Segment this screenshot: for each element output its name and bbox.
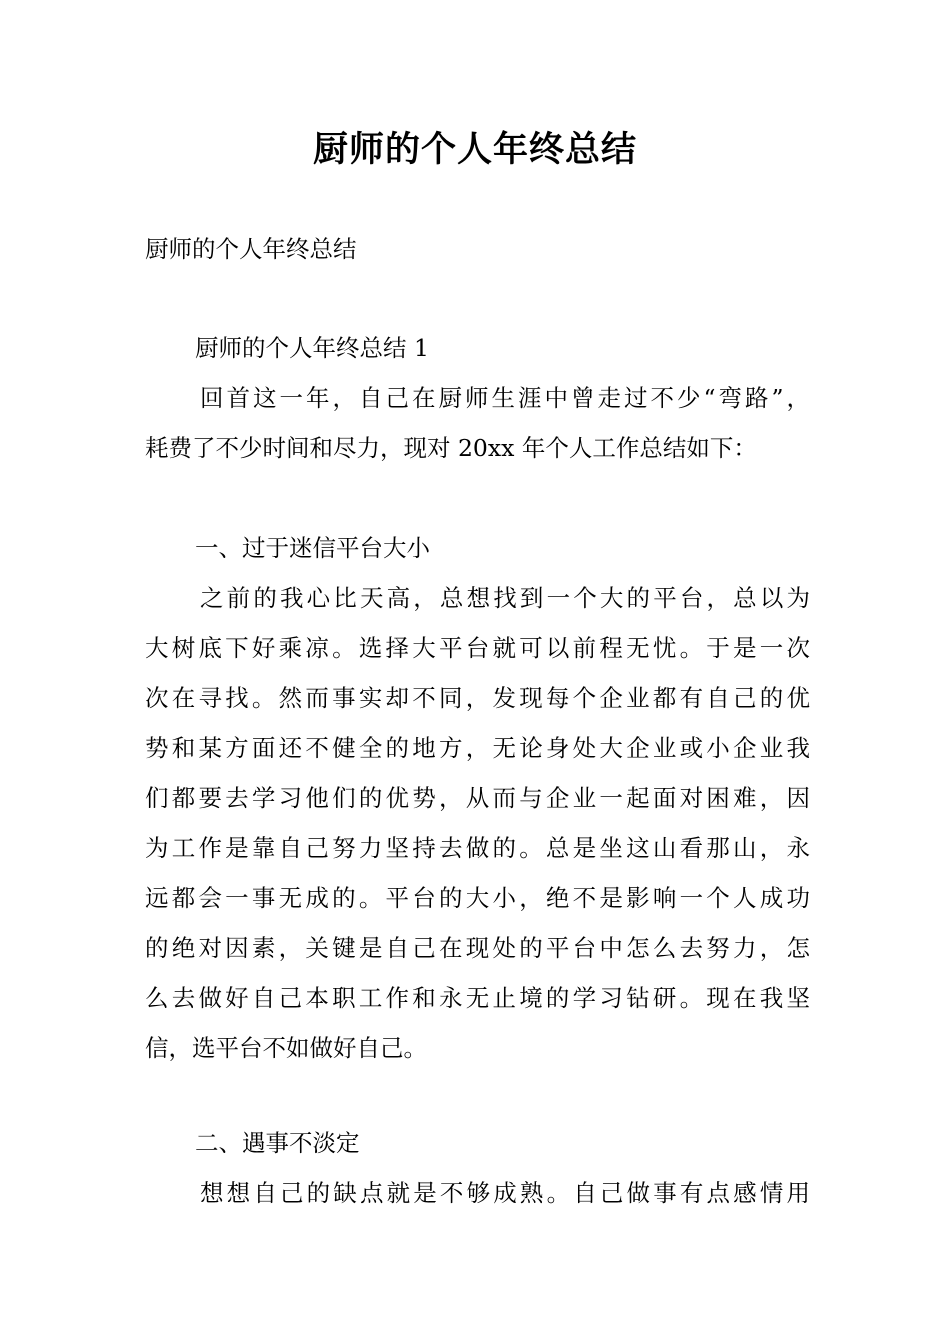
document-subtitle: 厨师的个人年终总结 bbox=[145, 235, 357, 263]
paragraph-line: 想想自己的缺点就是不够成熟。自己做事有点感情用 bbox=[200, 1179, 810, 1207]
paragraph-line: 为工作是靠自己努力坚持去做的。总是坐这山看那山，永 bbox=[145, 834, 810, 862]
document-title: 厨师的个人年终总结 bbox=[312, 130, 637, 170]
paragraph-line: 势和某方面还不健全的地方，无论身处大企业或小企业我 bbox=[145, 734, 810, 762]
paragraph-line: 信，选平台不如做好自己。 bbox=[145, 1034, 427, 1062]
heading2-block bbox=[145, 1118, 810, 1218]
section-heading: 二、遇事不淡定 bbox=[195, 1129, 360, 1157]
paragraph-line: 次在寻找。然而事实却不同，发现每个企业都有自己的优 bbox=[145, 684, 810, 712]
section-block bbox=[145, 323, 810, 473]
paragraph-line: 远都会一事无成的。平台的大小，绝不是影响一个人成功 bbox=[145, 884, 810, 912]
paragraph-line: 大树底下好乘凉。选择大平台就可以前程无忧。于是一次 bbox=[145, 634, 810, 662]
section-title: 厨师的个人年终总结 1 bbox=[195, 334, 429, 362]
paragraph-line: 之前的我心比天高，总想找到一个大的平台，总以为 bbox=[200, 584, 810, 612]
paragraph-line: 们都要去学习他们的优势，从而与企业一起面对困难，因 bbox=[145, 784, 810, 812]
intro-line: 回首这一年，自己在厨师生涯中曾走过不少“弯路”， bbox=[200, 384, 810, 412]
section-heading: 一、过于迷信平台大小 bbox=[195, 534, 430, 562]
intro-line: 耗费了不少时间和尽力，现对 20xx 年个人工作总结如下： bbox=[145, 434, 757, 462]
heading1-block bbox=[145, 523, 810, 1073]
paragraph-line: 么去做好自己本职工作和永无止境的学习钻研。现在我坚 bbox=[145, 984, 810, 1012]
paragraph-line: 的绝对因素，关键是自己在现处的平台中怎么去努力，怎 bbox=[145, 934, 810, 962]
